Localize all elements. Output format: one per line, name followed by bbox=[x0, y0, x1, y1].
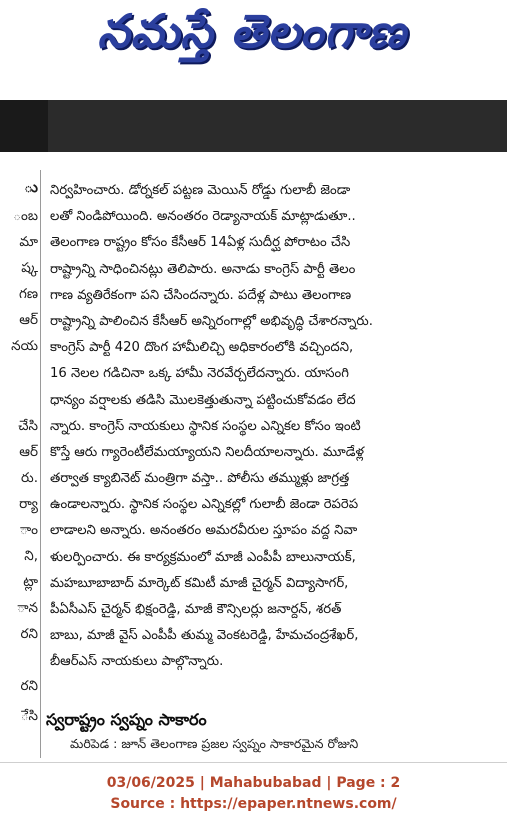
article-line: తర్వాత క్యాబినెట్ మంత్రిగా వస్తా.. పోలీసు తమ్ముళ్లు జాగ్రత్త bbox=[50, 471, 350, 487]
left-column-line: మా bbox=[19, 234, 38, 250]
footer-divider bbox=[0, 762, 507, 763]
left-column-line: ష్క bbox=[21, 260, 38, 276]
left-column-line: చేసి bbox=[18, 418, 38, 434]
article-line: న్నారు. కాంగ్రెస్ నాయకులు స్థానిక సంస్థల ఎన్నికల కోసం ఇంటి bbox=[50, 418, 361, 434]
left-column-line: ర్యా bbox=[19, 496, 38, 512]
left-column-line: ాన bbox=[17, 600, 38, 616]
article-line: కొస్తే ఆరు గ్యారెంటీలేమయ్యాయని నిలదీయాలన్నారు. మూడేళ్ల bbox=[50, 444, 364, 460]
article-line: గాణ వ్యతిరేకంగా పని చేసిందన్నారు. పదేళ్ల పాటు తెలంగాణ bbox=[50, 287, 352, 303]
article-line: రాష్ట్రాన్ని సాధించినట్లు తెలిపారు. అనాడు కాంగ్రెస్ పార్టీ తెలం bbox=[50, 261, 356, 277]
left-column-fragment bbox=[0, 178, 38, 758]
left-column-line: ేసి bbox=[20, 708, 38, 724]
left-column-line: రని bbox=[20, 626, 38, 642]
article-line: రాష్ట్రాన్ని పాలించిన కేసీఆర్ అన్నిరంగాల్లో అభివృద్ధి చేశారన్నారు. bbox=[50, 313, 373, 329]
article-line: ధాన్యం వర్షాలకు తడిసి మొలకెత్తుతున్నా పట్టించుకోవడం లేద bbox=[50, 392, 356, 408]
left-column-line: గణ bbox=[18, 286, 38, 302]
article-line: పీఏసీఎస్ చైర్మన్ భిక్షంరెడ్డి, మాజీ కౌన్సిలర్లు జనార్దన్, శరత్ bbox=[50, 602, 342, 617]
article-body bbox=[50, 178, 500, 676]
article-dateline: మరిపెడ : జూన్ తెలంగాణ ప్రజల స్వప్నం సాకారమైన రోజుని bbox=[70, 736, 359, 751]
article-subheading: స్వరాష్ట్రం స్వప్నం సాకారం bbox=[46, 710, 207, 729]
article-line: ఉండాలన్నారు. స్థానిక సంస్థల ఎన్నికల్లో గులాబీ జెండా రెపరెప bbox=[50, 497, 359, 513]
left-column-line: రు. bbox=[21, 470, 38, 486]
article-line: ళులర్పించారు. ఈ కార్యక్రమంలో మాజీ ఎంపీపీ బాలునాయక్, bbox=[50, 549, 356, 565]
article-line: కాంగ్రెస్ పార్టీ 420 దొంగ హామీలిచ్చి అధికారంలోకి వచ్చిందని, bbox=[50, 340, 354, 356]
masthead bbox=[0, 0, 507, 100]
masthead-logo: నమస్తే తెలంగాణ bbox=[97, 4, 407, 58]
article-line: బీఆర్ఎస్ నాయకులు పాల్గొన్నారు. bbox=[50, 654, 224, 670]
left-column-line: ంబ bbox=[13, 208, 38, 224]
left-column-line: నయ bbox=[11, 338, 38, 354]
left-column-line: ని, bbox=[24, 548, 38, 564]
article-line: లాడాలని అన్నారు. అనంతరం అమరవీరుల స్తూపం వద్ద నివా bbox=[50, 523, 358, 539]
article-line: తెలంగాణ రాష్ట్రం కోసం కేసీఆర్ 14ఏళ్ల సుదీర్ఘ పోరాటం చేసి bbox=[50, 235, 351, 251]
footer-edition-info: 03/06/2025 | Mahabubabad | Page : 2 bbox=[106, 775, 401, 791]
article-line: 16 నెలల గడిచినా ఒక్క హామీ నెరవేర్చలేదన్నారు. యాసంగి bbox=[50, 366, 349, 382]
article-line: లతో నిండిపోయింది. అనంతరం రెడ్యానాయక్ మాట్లాడుతూ.. bbox=[50, 209, 356, 225]
article-line: మహబూబాబాద్ మార్కెట్ కమిటీ మాజీ చైర్మన్ విద్యాసాగర్, bbox=[50, 575, 349, 591]
left-column-line: ాం bbox=[19, 522, 38, 538]
masthead-band-tab bbox=[48, 100, 507, 152]
left-column-line: ఆర్ bbox=[19, 312, 38, 328]
left-column-line: రని bbox=[20, 678, 38, 694]
footer-source: Source : https://epaper.ntnews.com/ bbox=[110, 796, 397, 812]
left-column-line: ట్లా bbox=[23, 574, 38, 590]
article-line: బాబు, మాజీ వైస్ ఎంపీపీ తుమ్మ వెంకటరెడ్డి, హేమచంద్రశేఖర్, bbox=[50, 628, 359, 644]
article-line: నిర్వహించారు. డోర్నకల్ పట్టణ మెయిన్ రోడ్డు గులాబీ జెండా bbox=[50, 183, 351, 198]
left-column-line: ఆర్ bbox=[19, 444, 38, 460]
left-column-line: ు bbox=[24, 178, 38, 196]
column-divider bbox=[40, 170, 41, 758]
